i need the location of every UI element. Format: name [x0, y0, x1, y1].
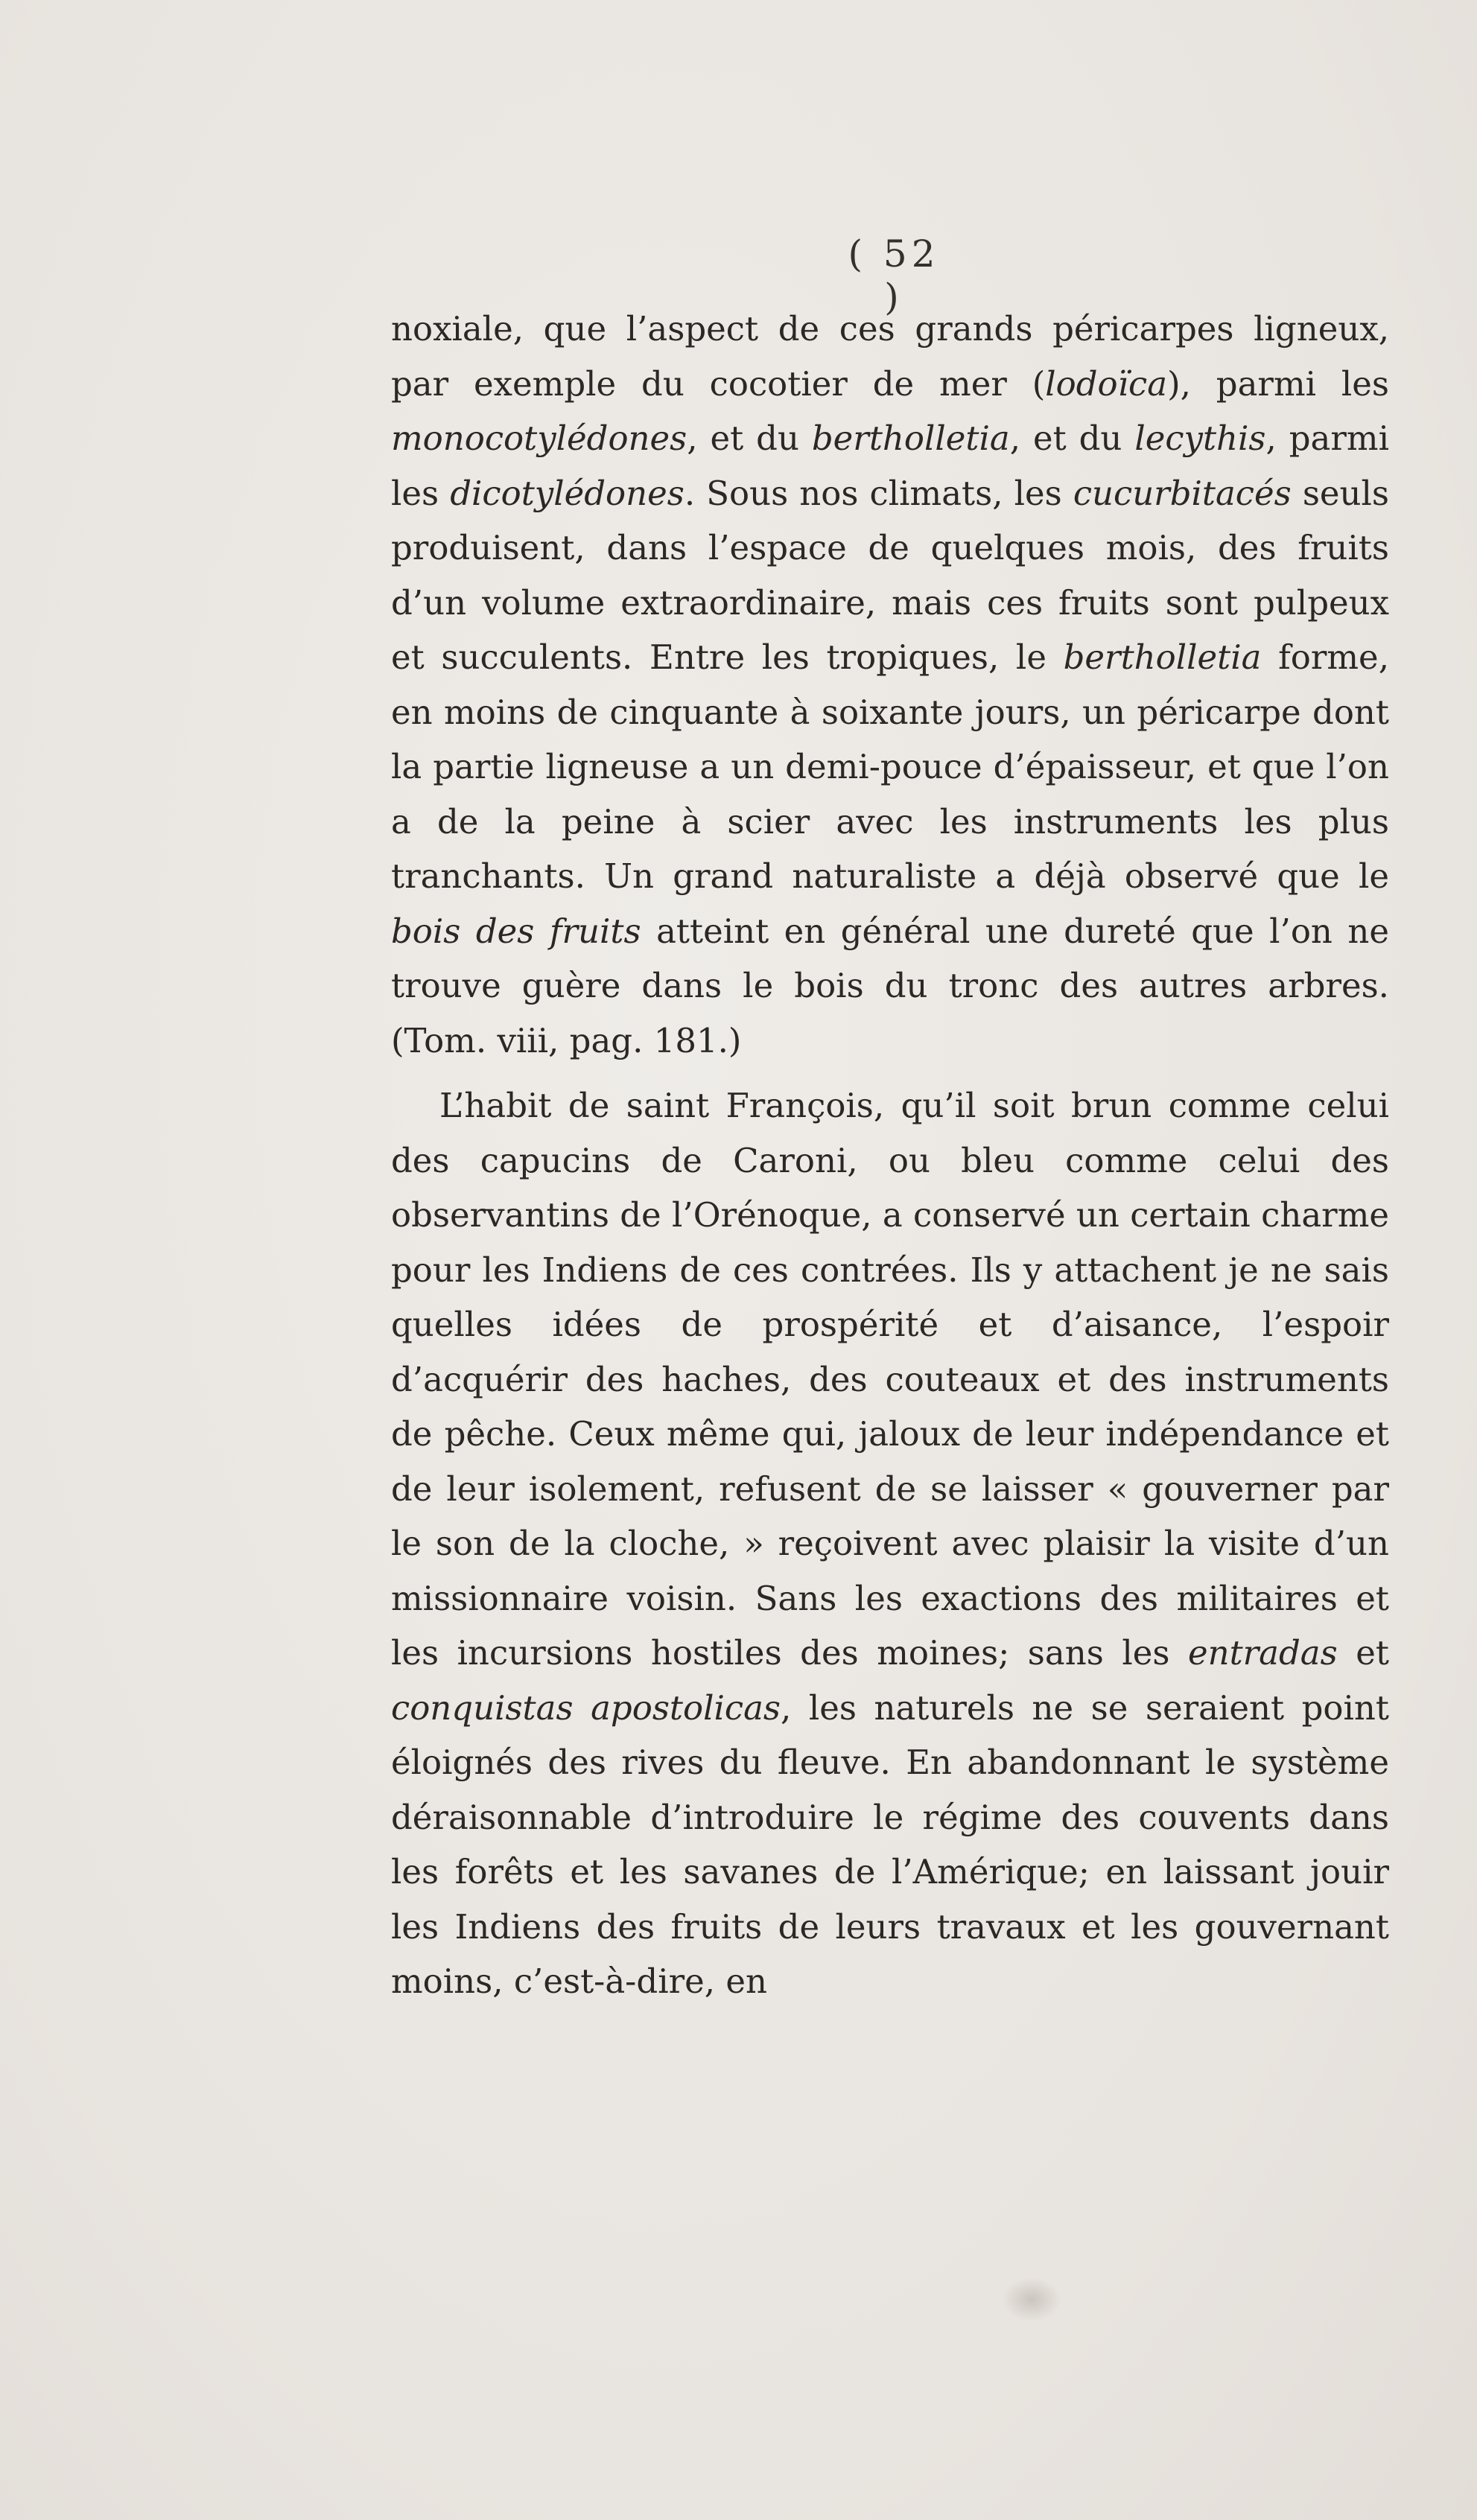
body-text	[391, 302, 1389, 2009]
italic-run: monocotylédones	[391, 419, 687, 458]
italic-run: lecythis	[1134, 419, 1266, 458]
text-run: , et du	[1009, 419, 1135, 458]
paragraph-1	[391, 302, 1389, 1068]
text-run: L’habit de saint François, qu’il soit brun comme celui des capucins de Caroni, ou bleu comme celui des observantins de l’Orénoque, a conservé un certain charme pour les Indiens de ces contrées. Ils y attachent je ne sais quelles idées de prospérité et d’aisance, l’espoir d’acquérir des haches, des couteaux et des instruments de pêche. Ceux même qui, jaloux de leur indépendance et de leur isolement, refusent de se laisser « gouverner par le son de la cloche, » reçoivent avec plaisir la visite d’un missionnaire voisin. Sans les exactions des militaires et les incursions hostiles des moines; sans les	[391, 1086, 1389, 1673]
italic-run: dicotylédones	[450, 473, 684, 513]
text-run: et	[1337, 1633, 1389, 1673]
ink-smudge	[1002, 2277, 1061, 2322]
italic-run: cucurbitacés	[1073, 473, 1292, 513]
text-run: noxiale, que l’aspect de ces grands péricarpes ligneux, par exemple du cocotier de mer (	[391, 309, 1389, 404]
italic-run: conquistas apostolicas	[391, 1687, 781, 1728]
text-run: , parmi les	[391, 419, 1389, 513]
italic-run: bois des fruits	[391, 911, 641, 951]
text-run: atteint en général une dureté que l’on ne trouve guère dans le bois du tronc des autres arbres. (Tom. viii, pag. 181.)	[391, 911, 1389, 1060]
text-run: . Sous nos climats, les	[684, 473, 1073, 513]
paragraph-2	[391, 1078, 1389, 2009]
text-run: forme, en moins de cinquante à soixante jours, un péricarpe dont la partie ligneuse a un demi-pouce d’épaisseur, et que l’on a de la peine à scier avec les instruments les plus tranchants. Un grand naturaliste a déjà observé que le	[391, 637, 1389, 896]
italic-run: entradas	[1187, 1633, 1338, 1673]
text-run: , et du	[687, 419, 812, 458]
italic-run: lodoïca	[1045, 363, 1168, 404]
text-run: seuls produisent, dans l’espace de quelques mois, des fruits d’un volume extraordinaire, mais ces fruits sont pulpeux et succulents. Entre les tropiques, le	[391, 473, 1390, 677]
page-number: ( 52 )	[848, 232, 940, 319]
italic-run: bertholletia	[1063, 637, 1262, 677]
italic-run: bertholletia	[811, 419, 1010, 458]
text-run: , les naturels ne se seraient point éloignés des rives du fleuve. En abandonnant le système déraisonnable d’introduire le régime des couvents dans les forêts et les savanes de l’Amérique; en laissant jouir les Indiens des fruits de leurs travaux et les gouvernant moins, c’est-à-dire, en	[391, 1687, 1389, 2001]
text-run: ), parmi les	[1167, 363, 1389, 404]
